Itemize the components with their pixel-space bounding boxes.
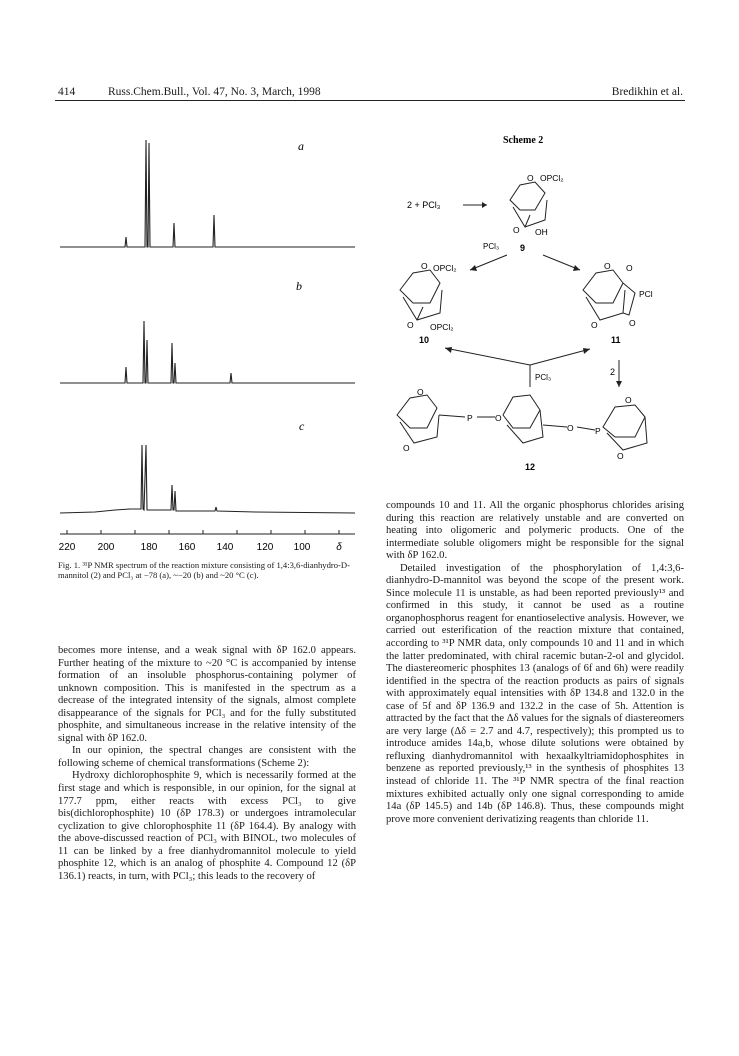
reagent-line: 2 + PCl₃	[407, 200, 441, 210]
group-opcl2-left-bottom: OPCl₂	[430, 322, 454, 332]
compound-12-label: 12	[525, 462, 536, 472]
page-number: 414	[58, 86, 76, 98]
nmr-spectra-figure	[55, 125, 360, 560]
atom-o-12e: O	[625, 395, 632, 405]
panel-label-b: b	[296, 279, 302, 293]
spectrum-a-trace	[60, 140, 355, 247]
x-tick-200: 200	[97, 542, 115, 553]
scheme-2-diagram	[385, 125, 705, 480]
x-tick-220: 220	[58, 542, 76, 553]
panel-label-c: c	[299, 419, 305, 433]
atom-p-12a: P	[467, 413, 473, 423]
left-paragraph-2: In our opinion, the spectral changes are consistent with the following scheme of chemical transformations (Scheme 2):	[58, 745, 356, 769]
molecule-10	[400, 270, 442, 320]
pcl3-label-2: PCl₃	[535, 373, 552, 382]
compound-11-label: 11	[611, 335, 621, 345]
x-axis-unit: δ	[336, 542, 342, 553]
left-column	[58, 645, 356, 883]
right-column	[386, 500, 684, 826]
atom-o-9: O	[527, 173, 534, 183]
atom-o-12a: O	[417, 387, 424, 397]
arrow-from-12-to-10	[445, 348, 530, 365]
right-paragraph-1: compounds 10 and 11. All the organic phosphorus chlorides arising during this reaction are relatively unstable and are converted on heating into oligomeric and polymeric products. One of the intermediate soluble oligomers might be responsible for the signal with δP 162.0.	[386, 500, 684, 562]
x-tick-160: 160	[178, 542, 196, 553]
figure-caption: Fig. 1. ³¹P NMR spectrum of the reaction mixture consisting of 1,4:3,6-dianhydro-D-mannitol (2) and PCl₃ at −78 (a), ~−20 (b) and ~20 °C (c).	[58, 560, 350, 581]
group-opcl2-top: OPCl₂	[540, 173, 564, 183]
molecule-9	[510, 182, 547, 227]
atom-o-12f: O	[617, 451, 624, 461]
pcl3-label-1: PCl₃	[483, 242, 500, 251]
atom-o-11d: O	[629, 318, 636, 328]
atom-o-11b: O	[626, 263, 633, 273]
group-pcl: PCl	[639, 289, 653, 299]
molecule-11	[583, 270, 635, 320]
atom-o-12d: O	[567, 423, 574, 433]
scheme-title: Scheme 2	[503, 135, 544, 146]
molecule-12	[397, 395, 647, 450]
x-tick-100: 100	[293, 542, 311, 553]
atom-p-12b: P	[595, 426, 601, 436]
group-opcl2-left-top: OPCl₂	[433, 263, 457, 273]
right-paragraph-2: Detailed investigation of the phosphorylation of 1,4:3,6-dianhydro-D-mannitol was beyond the scope of the present work. Since molecule 11 is unstable, as had been reported previously¹³ and confirmed in this study, it cannot be used as a routine organophosphorus reagent for enantioselective analysis. However, we carried out esterification of the reaction mixture that contained, according to ³¹P NMR data, only compounds 10 and 11 and in which the latter predominated, with chiral racemic butan-2-ol and glycidol. The diastereomeric phosphites 13 (analogs of 6f and 6h) were readily identified in the spectra of the reaction products as pairs of signals with approximately equal intensities with δP 134.8 and 132.0 in the case of 5f and δP 136.9 and 132.2 in the case of 5h. Attention is attracted by the fact that the Δδ values for the signals of diastereomers are very large (Δδ = 2.7 and 4.7, respectively); this prompted us to introduce amides 14a,b, whose dilute solutions were obtained by refluxing dianhydromannitol with hexaalkyltriamidophosphites in benzene as reported previously,¹³ in the synthesis of phosphites 13 instead of chloride 11. The ³¹P NMR spectra of the final reaction mixtures exhibited actually only one signal corresponding to amide 14a (δP 145.5) and 14b (δP 146.8). Thus, these compounds might prove more convenient derivatizing reagents than chloride 11.	[386, 562, 684, 825]
x-tick-120: 120	[256, 542, 274, 553]
atom-o-12b: O	[403, 443, 410, 453]
group-oh: OH	[535, 227, 548, 237]
left-paragraph-1: becomes more intense, and a weak signal with δP 162.0 appears. Further heating of the mixture to ~20 °C is accompanied by intense formation of an insoluble phosphorus-containing polymer of unknown composition. This is manifested in the spectrum as a decrease of the integrated intensity of the signals, almost complete disappearance of the signals for PCl₃ and for the fully substituted phosphite, and simultaneous increase in the relative intensity of the signal with δP 162.0.	[58, 645, 356, 744]
compound-10-label: 10	[419, 335, 430, 345]
atom-o-10b: O	[407, 320, 414, 330]
atom-o-11c: O	[591, 320, 598, 330]
x-tick-140: 140	[216, 542, 234, 553]
atom-o-11: O	[604, 261, 611, 271]
arrow-from-12-to-11	[530, 349, 590, 365]
atom-o-12c: O	[495, 413, 502, 423]
x-tick-180: 180	[140, 542, 158, 553]
running-authors: Bredikhin et al.	[611, 86, 683, 98]
left-paragraph-3: Hydroxy dichlorophosphite 9, which is necessarily formed at the first stage and which is responsible, in our opinion, for the signal at 177.7 ppm, either reacts with excess PCl₃ to give bis(dichlorophosphite) 10 (δP 178.3) or undergoes intramolecular cyclization to give chlorophosphite 11 (δP 164.4). By analogy with the above-discussed reaction of PCl₃ with BINOL, two molecules of 11 can be linked by a free dianhydromannitol molecule to yield phosphite 12, which is an analog of phosphite 4. Compound 12 (δP 136.1) reacts, in turn, with PCl₃; this leads to the recovery of	[58, 770, 356, 882]
x-axis-ticks	[67, 530, 339, 534]
spectrum-b-trace	[60, 321, 355, 383]
panel-label-a: a	[298, 139, 304, 153]
compound-9-label: 9	[520, 243, 526, 253]
atom-o-10: O	[421, 261, 428, 271]
spectrum-c-trace	[60, 445, 355, 513]
header-rule	[55, 100, 685, 101]
journal-citation: Russ.Chem.Bull., Vol. 47, No. 3, March, 1998	[108, 86, 321, 98]
arrow-label-2: 2	[610, 367, 616, 377]
atom-o-9b: O	[513, 225, 520, 235]
